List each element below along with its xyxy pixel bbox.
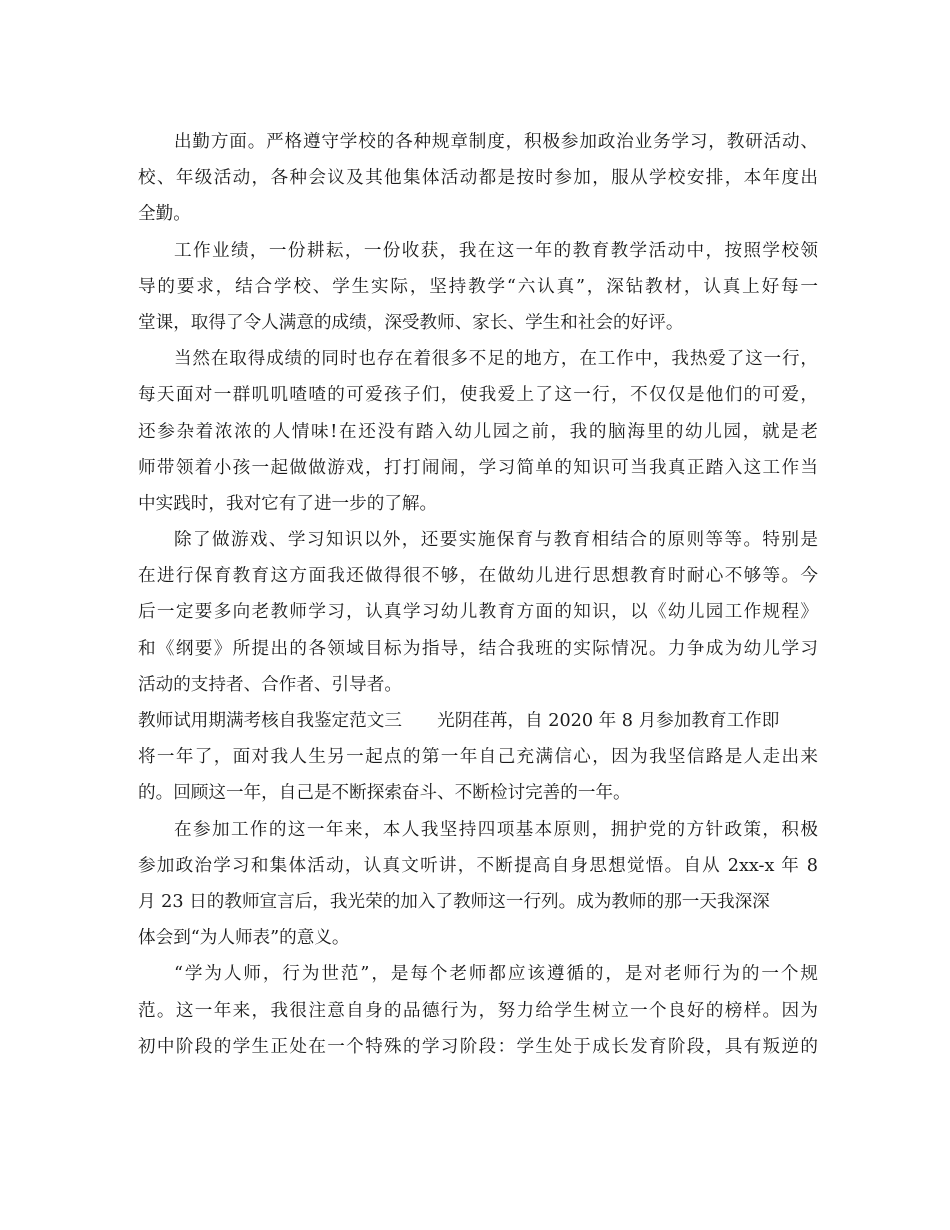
text-line: 每天面对一群叽叽喳喳的可爱孩子们，使我爱上了这一行，不仅仅是他们的可爱， [138, 385, 818, 406]
text-line: 教师试用期满考核自我鉴定范文三 光阴荏苒，自 2020 年 8 月参加教育工作即 [138, 711, 780, 731]
text-line: 导的要求，结合学校、学生实际，坚持教学“六认真”，深钻教材，认真上好每一 [138, 276, 818, 297]
text-line: 初中阶段的学生正处在一个特殊的学习阶段：学生处于成长发育阶段，具有叛逆的 [138, 1036, 818, 1057]
text-line: 中实践时，我对它有了进一步的了解。 [138, 493, 438, 514]
text-line: 校、年级活动，各种会议及其他集体活动都是按时参加，服从学校安排，本年度出 [138, 168, 818, 189]
text-line: “学为人师，行为世范”，是每个老师都应该遵循的，是对老师行为的一个规 [174, 964, 818, 985]
text-line: 当然在取得成绩的同时也存在着很多不足的地方，在工作中，我热爱了这一行， [174, 349, 818, 370]
document-body [138, 124, 818, 1065]
text-line: 还参杂着浓浓的人情味!在还没有踏入幼儿园之前，我的脑海里的幼儿园，就是老 [138, 421, 818, 442]
text-line: 的。回顾这一年，自己是不断探索奋斗、不断检讨完善的一年。 [138, 783, 631, 804]
text-line: 月 23 日的教师宣言后，我光荣的加入了教师这一行列。成为教师的那一天我深深 [138, 891, 770, 912]
text-line: 出勤方面。严格遵守学校的各种规章制度，积极参加政治业务学习，教研活动、 [174, 132, 818, 152]
text-line: 体会到“为人师表”的意义。 [138, 928, 350, 949]
text-line: 堂课，取得了令人满意的成绩，深受教师、家长、学生和社会的好评。 [138, 312, 684, 333]
text-line: 和《纲要》所提出的各领域目标为指导，结合我班的实际情况。力争成为幼儿学习 [138, 638, 818, 659]
text-line: 师带领着小孩一起做做游戏，打打闹闹，学习简单的知识可当我真正踏入这工作当 [138, 457, 818, 478]
text-line: 后一定要多向老教师学习，认真学习幼儿教育方面的知识，以《幼儿园工作规程》 [138, 602, 818, 623]
text-line: 参加政治学习和集体活动，认真文听讲，不断提高自身思想觉悟。自从 2xx-x 年 8 [138, 855, 818, 876]
text-line: 全勤。 [138, 204, 191, 225]
text-line: 在进行保育教育这方面我还做得很不够，在做幼儿进行思想教育时耐心不够等。今 [138, 566, 818, 587]
text-line: 除了做游戏、学习知识以外，还要实施保育与教育相结合的原则等等。特别是 [174, 530, 818, 551]
text-line: 范。这一年来，我很注意自身的品德行为，努力给学生树立一个良好的榜样。因为 [138, 1000, 818, 1021]
text-line: 工作业绩，一份耕耘，一份收获，我在这一年的教育教学活动中，按照学校领 [174, 240, 818, 261]
text-line: 将一年了，面对我人生另一起点的第一年自己充满信心，因为我坚信路是人走出来 [138, 747, 818, 768]
text-line: 在参加工作的这一年来，本人我坚持四项基本原则，拥护党的方针政策，积极 [174, 819, 818, 840]
text-line: 活动的支持者、合作者、引导者。 [138, 674, 402, 695]
